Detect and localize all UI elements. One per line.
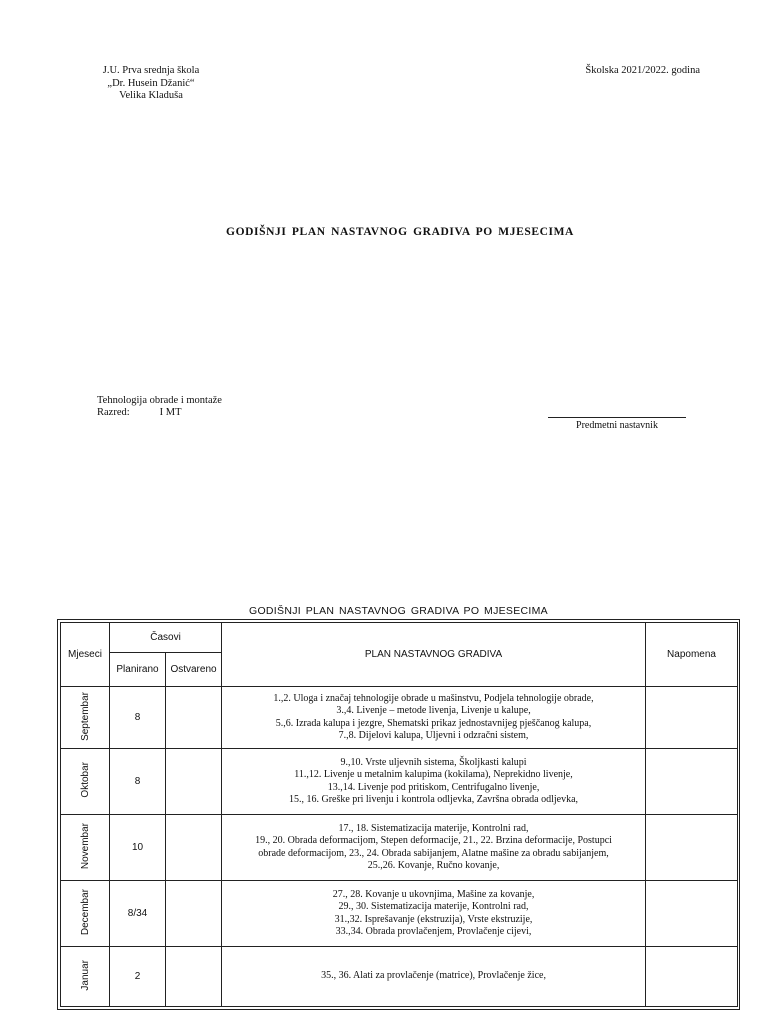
planned-cell: 10	[110, 815, 166, 881]
note-cell	[646, 881, 738, 947]
header-plan: PLAN NASTAVNOG GRADIVA	[222, 623, 646, 687]
plan-line: 29., 30. Sistematizacija materije, Kontrolni rad,	[338, 901, 529, 912]
plan-line: 15., 16. Greške pri livenju i kontrola odljevka, Završna obrada odljevka,	[288, 794, 579, 805]
plan-cell	[222, 749, 646, 815]
plan-line: 31.,32. Isprešavanje (ekstruzija), Vrste ekstruzije,	[334, 913, 533, 925]
subject-name: Tehnologija obrade i montaže	[97, 395, 222, 406]
plan-table	[60, 622, 738, 1007]
month-label: Januar	[79, 959, 91, 991]
plan-line: 17., 18. Sistematizacija materije, Kontrolni rad,	[338, 822, 529, 834]
plan-line: 35., 36. Alati za provlačenje (matrice), Provlačenje žice,	[321, 970, 546, 982]
plan-cell	[222, 881, 646, 947]
note-cell	[646, 947, 738, 1007]
plan-cell	[222, 815, 646, 881]
school-line: J.U. Prva srednja škola	[102, 65, 200, 76]
month-cell	[61, 749, 110, 815]
planned-cell: 8	[110, 687, 166, 749]
plan-line: 5.,6. Izrada kalupa i jezgre, Shematski prikaz jednostavnijeg pješčanog kalupa,	[275, 717, 592, 729]
grade-row	[97, 407, 222, 419]
school-year: Školska 2021/2022. godina	[585, 65, 700, 76]
plan-line: 19., 20. Obrada deformacijom, Stepen deformacije, 21., 22. Brzina deformacije, Postupci	[255, 835, 612, 846]
header-planned: Planirano	[110, 653, 166, 687]
realized-cell	[166, 815, 222, 881]
plan-line: 25.,26. Kovanje, Ručno kovanje,	[367, 860, 500, 871]
signature-label: Predmetni nastavnik	[576, 420, 658, 431]
header-month: Mjeseci	[61, 623, 110, 687]
plan-line: 11.,12. Livenje u metalnim kalupima (kokilama), Neprekidno livenje,	[294, 769, 573, 780]
note-cell	[646, 815, 738, 881]
table-title: GODIŠNJI PLAN NASTAVNOG GRADIVA PO MJESECIMA	[248, 605, 548, 617]
month-label: Septembar	[79, 691, 91, 741]
plan-cell	[222, 947, 646, 1007]
school-name	[86, 65, 216, 103]
realized-cell	[166, 947, 222, 1007]
signature-line	[548, 417, 686, 418]
page-title: GODIŠNJI PLAN NASTAVNOG GRADIVA PO MJESECIMA	[226, 226, 574, 238]
header-note: Napomena	[646, 623, 738, 687]
table-row	[61, 687, 738, 749]
plan-line: 7.,8. Dijelovi kalupa, Uljevni i odzračni sistem,	[338, 730, 529, 741]
school-line: Velika Kladuša	[119, 90, 183, 101]
plan-line: 13.,14. Livenje pod pritiskom, Centrifugalno livenje,	[327, 781, 540, 793]
plan-line: 3.,4. Livenje – metode livenja, Livenje u kalupe,	[336, 705, 531, 716]
planned-cell: 2	[110, 947, 166, 1007]
plan-line: obrade deformacijom, 23., 24. Obrada sabijanjem, Alatne mašine za obradu sabijanjem,	[258, 847, 609, 859]
grade-value: I MT	[159, 407, 182, 418]
plan-table-frame	[57, 619, 740, 1010]
subject-info	[97, 395, 222, 419]
planned-cell: 8/34	[110, 881, 166, 947]
plan-line: 33.,34. Obrada provlačenjem, Provlačenje cijevi,	[335, 926, 532, 937]
grade-label: Razred:	[97, 407, 130, 418]
plan-line: 1.,2. Uloga i značaj tehnologije obrade u mašinstvu, Podjela tehnologije obrade,	[273, 692, 594, 704]
table-row	[61, 815, 738, 881]
realized-cell	[166, 749, 222, 815]
month-label: Oktobar	[79, 762, 91, 798]
realized-cell	[166, 687, 222, 749]
month-cell	[61, 881, 110, 947]
table-row	[61, 749, 738, 815]
plan-line: 9.,10. Vrste uljevnih sistema, Školjkasti kalupi	[340, 756, 527, 768]
month-label: Novembar	[79, 822, 91, 870]
realized-cell	[166, 881, 222, 947]
table-row	[61, 881, 738, 947]
school-line: „Dr. Husein Džanić“	[107, 77, 195, 89]
note-cell	[646, 749, 738, 815]
plan-line: 27., 28. Kovanje u ukovnjima, Mašine za kovanje,	[332, 888, 535, 900]
header-hours: Časovi	[110, 623, 222, 653]
table-row	[61, 947, 738, 1007]
header-realized: Ostvareno	[166, 653, 222, 687]
note-cell	[646, 687, 738, 749]
month-label: Decembar	[79, 888, 91, 936]
planned-cell: 8	[110, 749, 166, 815]
plan-cell	[222, 687, 646, 749]
month-cell	[61, 947, 110, 1007]
month-cell	[61, 687, 110, 749]
month-cell	[61, 815, 110, 881]
